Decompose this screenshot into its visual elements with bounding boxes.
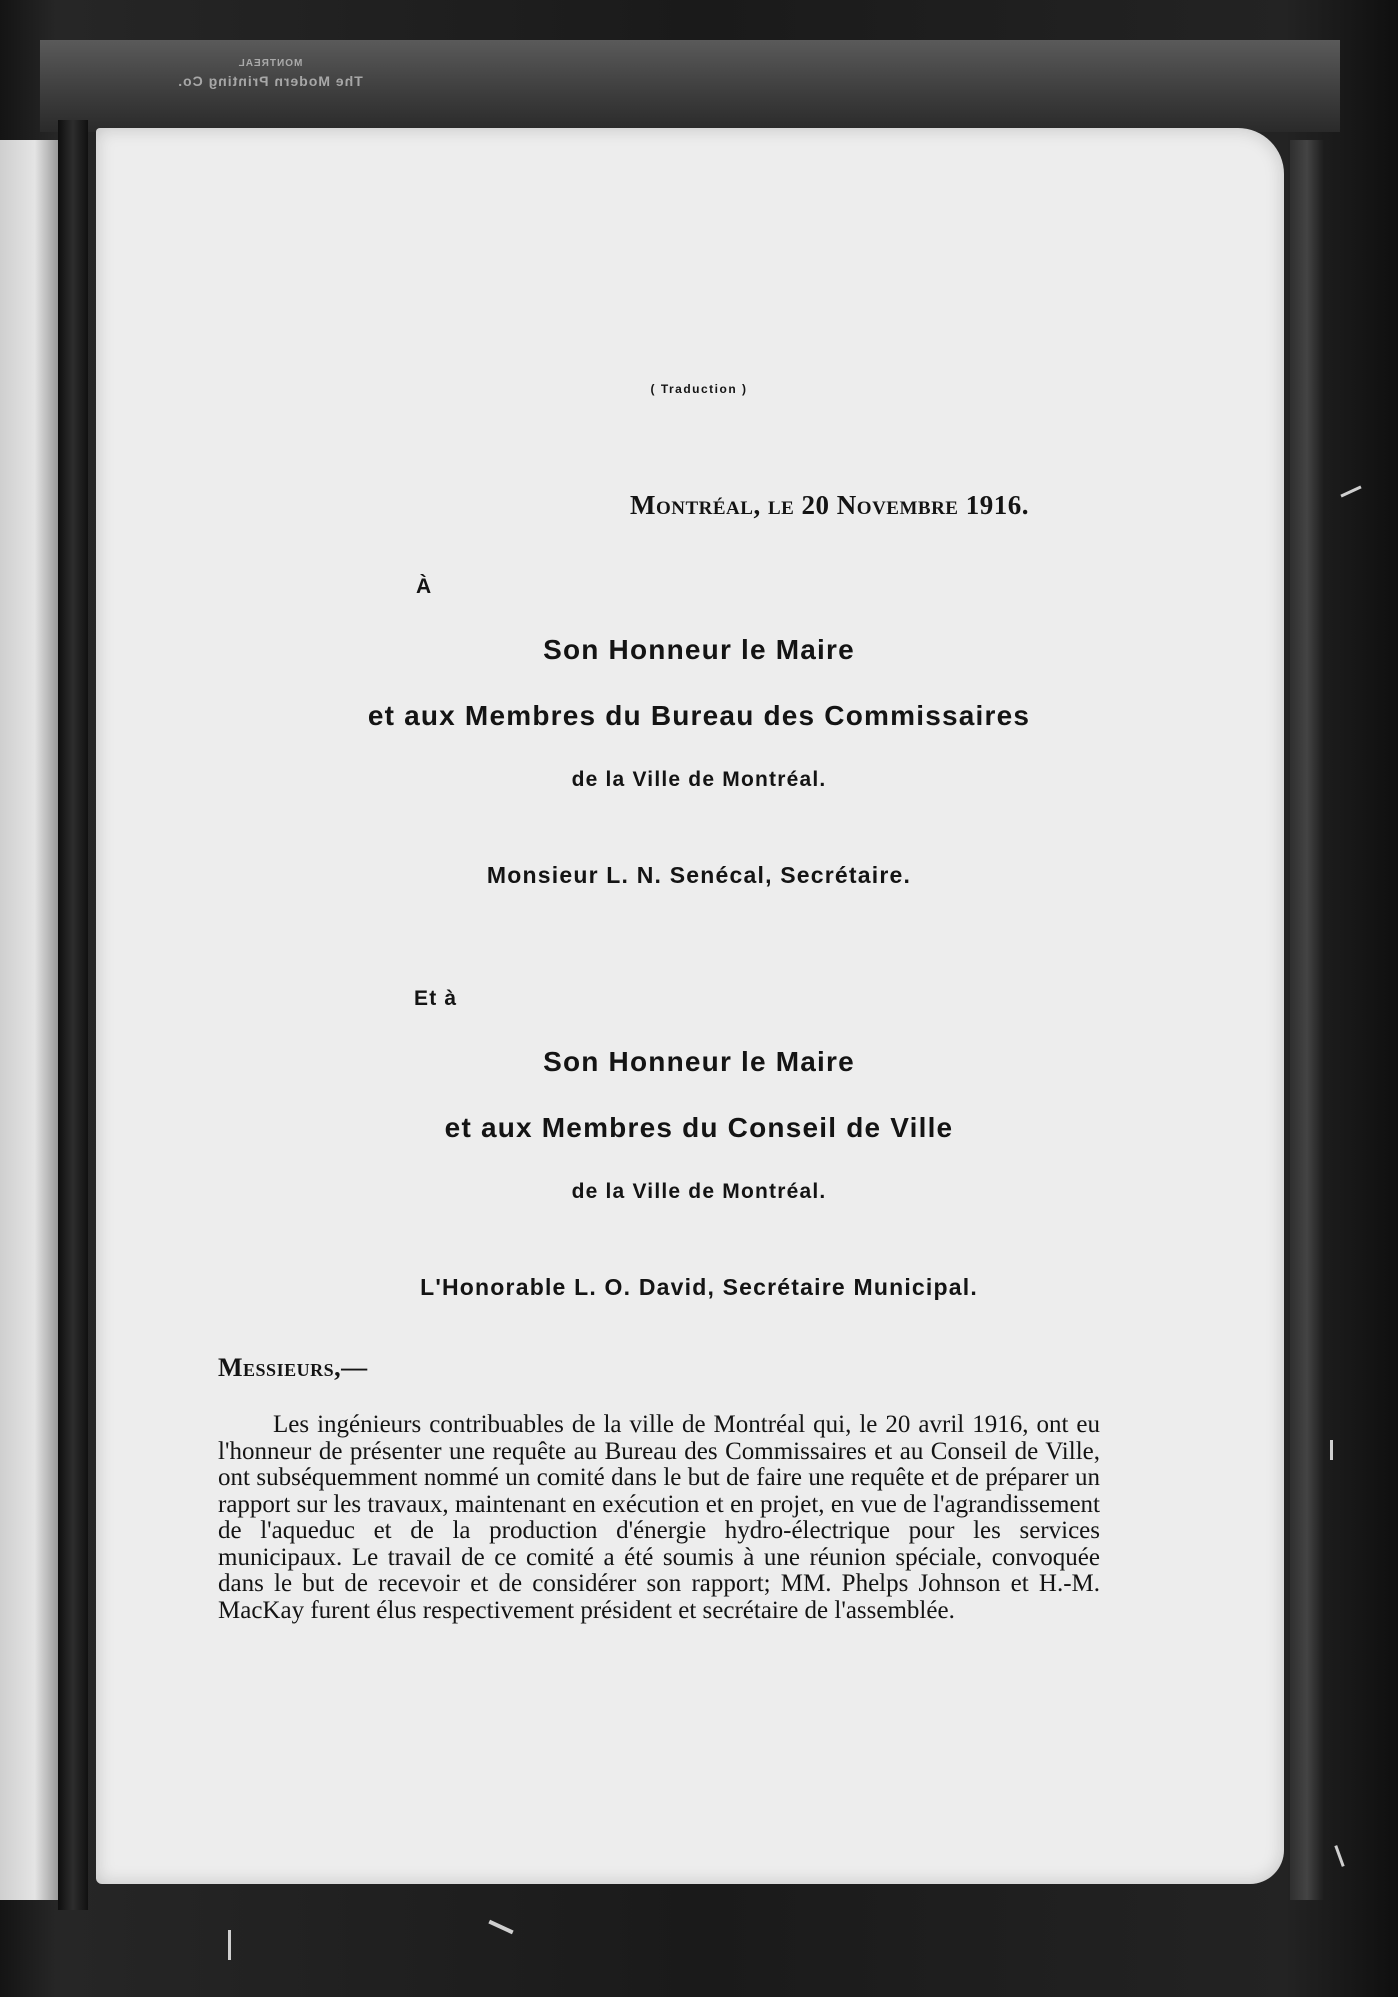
recipient1-line1: Son Honneur le Maire — [543, 634, 855, 665]
recipient2-line3: de la Ville de Montréal. — [571, 1180, 827, 1203]
salutation: Messieurs,— — [218, 1353, 368, 1382]
recipient1-line2: et aux Membres du Bureau des Commissaires — [367, 700, 1031, 731]
mirrored-printer-imprint — [150, 58, 390, 118]
recipient1-secretary: Monsieur L. N. Senécal, Secrétaire. — [486, 862, 912, 888]
translation-heading: ( Traduction ) — [650, 382, 748, 396]
body-paragraph: Les ingénieurs contribuables de la ville de Montréal qui, le 20 avril 1916, ont eu l'honneur de présenter une requête au Bureau des Commissaires et au Conseil de Ville, ont subséquemment nommé un comité dans le but de faire une requête et de préparer un rapport sur les travaux, maintenant en exécution et en projet, en vue de l'agrandissement de l'aqueduc et de la production d'énergie hydro-électrique pour les services municipaux. Le travail de ce comité a été soumis à une réunion spéciale, convoquée dans le but de recevoir et de considérer son rapport; MM. Phelps Johnson et H.-M. MacKay furent élus respectivement président et secrétaire de l'assemblée. — [218, 1411, 1100, 1624]
scan-artifact — [1330, 1440, 1333, 1460]
imprint-line-1: MONTREAL — [237, 58, 303, 69]
scan-artifact — [228, 1930, 231, 1960]
recipient2-secretary: L'Honorable L. O. David, Secrétaire Municipal. — [420, 1274, 978, 1300]
and-to-prefix: Et à — [414, 987, 458, 1010]
recipient1-line3: de la Ville de Montréal. — [571, 768, 827, 791]
date-line: Montréal, le 20 Novembre 1916. — [630, 490, 1029, 520]
recipient2-line1: Son Honneur le Maire — [543, 1046, 855, 1077]
recipient2-line2: et aux Membres du Conseil de Ville — [444, 1112, 954, 1143]
right-page-edge — [1290, 140, 1324, 1900]
addressee-prefix-a: À — [416, 575, 433, 598]
imprint-line-2: The Modern Printing Co. — [177, 73, 363, 89]
left-facing-page-edge — [0, 140, 58, 1900]
